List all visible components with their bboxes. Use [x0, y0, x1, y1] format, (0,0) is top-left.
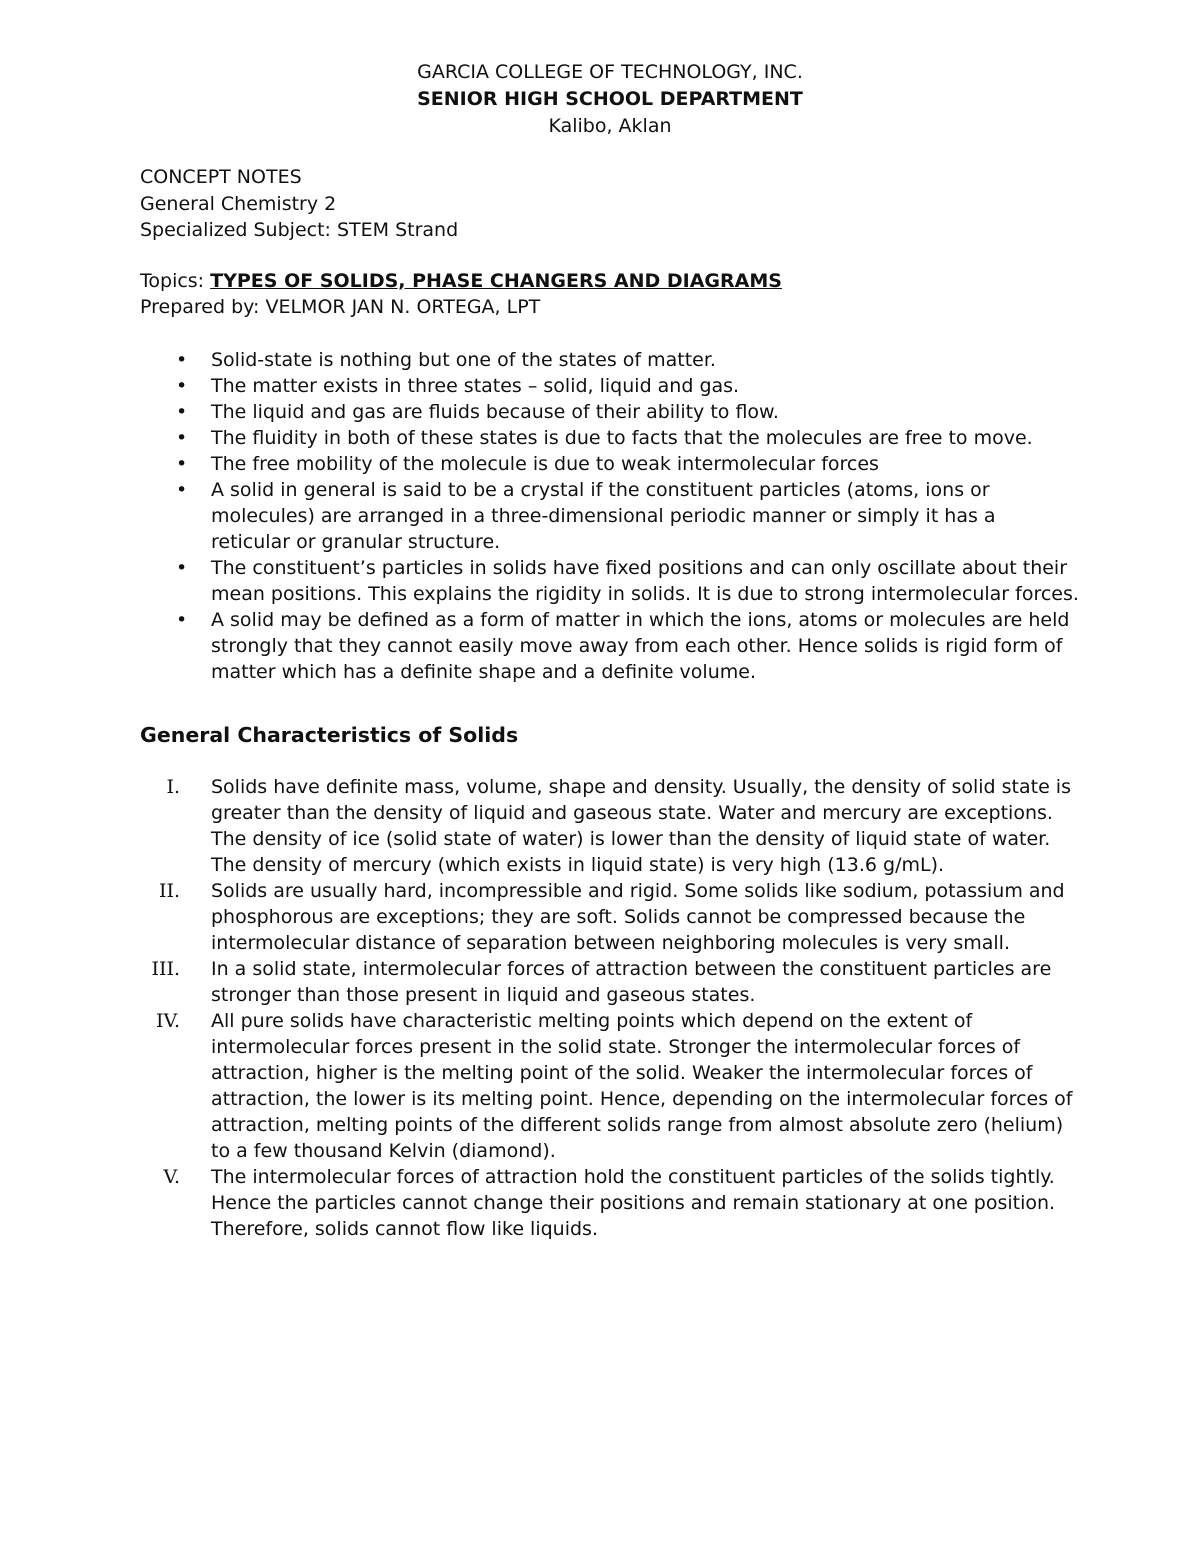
topics-title: TYPES OF SOLIDS, PHASE CHANGERS AND DIAGRAMS — [210, 269, 782, 292]
item-text: Solids are usually hard, incompressible and rigid. Some solids like sodium, potassium and phosphorous are exceptions; they are soft. Solids cannot be compressed because the intermolecular distance of separation between neighboring molecules is very small. — [211, 879, 1065, 954]
bullet-list — [140, 347, 1080, 685]
list-item — [140, 373, 1080, 399]
item-text: Solids have definite mass, volume, shape and density. Usually, the density of solid state is greater than the density of liquid and gaseous state. Water and mercury are exceptions. The density of ice (solid state of water) is lower than the density of liquid state of water. The density of mercury (which exists in liquid state) is very high (13.6 g/mL). — [211, 775, 1071, 876]
roman-numeral: III. — [151, 957, 180, 980]
list-item — [140, 477, 1080, 555]
bullet-icon: • — [176, 426, 188, 449]
prepared-by: Prepared by: VELMOR JAN N. ORTEGA, LPT — [140, 296, 541, 318]
bullet-icon: • — [176, 556, 188, 579]
doc-type: CONCEPT NOTES — [140, 166, 302, 188]
topics-block — [140, 268, 1080, 321]
bullet-icon: • — [176, 608, 188, 631]
roman-numeral: II. — [158, 879, 180, 902]
bullet-text: The liquid and gas are fluids because of their ability to flow. — [211, 400, 779, 423]
characteristics-list — [140, 774, 1080, 1242]
bullet-icon: • — [176, 400, 188, 423]
document-header — [140, 59, 1080, 140]
bullet-icon: • — [176, 348, 188, 371]
roman-numeral: I. — [166, 775, 180, 798]
list-item — [140, 878, 1080, 956]
item-text: All pure solids have characteristic melting points which depend on the extent of intermolecular forces present in the solid state. Stronger the intermolecular forces of attraction, higher is the melting point of the solid. Weaker the intermolecular forces of attraction, the lower is its melting point. Hence, depending on the intermolecular forces of attraction, melting points of the different solids range from almost absolute zero (helium) to a few thousand Kelvin (diamond). — [211, 1009, 1073, 1162]
topics-line — [140, 268, 1080, 295]
bullet-text: A solid in general is said to be a crystal if the constituent particles (atoms, ions or molecules) are arranged in a three-dimensional periodic manner or simply it has a reticular or granular structure. — [211, 478, 996, 553]
college-name: GARCIA COLLEGE OF TECHNOLOGY, INC. — [417, 61, 803, 83]
bullet-text: Solid-state is nothing but one of the states of matter. — [211, 348, 716, 371]
roman-numeral: V. — [163, 1165, 180, 1188]
topics-label: Topics: — [140, 269, 211, 292]
list-item — [140, 607, 1080, 685]
bullet-text: The constituent’s particles in solids have fixed positions and can only oscillate about their mean positions. This explains the rigidity in solids. It is due to strong intermolecular forces. — [211, 556, 1079, 605]
list-item — [140, 425, 1080, 451]
bullet-icon: • — [176, 374, 188, 397]
list-item — [140, 399, 1080, 425]
section-heading: General Characteristics of Solids — [140, 722, 519, 747]
bullet-icon: • — [176, 452, 188, 475]
item-text: In a solid state, intermolecular forces of attraction between the constituent particles are stronger than those present in liquid and gaseous states. — [211, 957, 1052, 1006]
list-item — [140, 451, 1080, 477]
bullet-text: The free mobility of the molecule is due to weak intermolecular forces — [211, 452, 879, 475]
list-item — [140, 1008, 1080, 1164]
bullet-icon: • — [176, 478, 188, 501]
location: Kalibo, Aklan — [548, 115, 672, 137]
department-name: SENIOR HIGH SCHOOL DEPARTMENT — [417, 88, 803, 110]
list-item — [140, 555, 1080, 607]
roman-numeral: IV. — [156, 1009, 180, 1032]
list-item — [140, 347, 1080, 373]
list-item — [140, 956, 1080, 1008]
document-meta — [140, 164, 1080, 244]
subject: General Chemistry 2 — [140, 192, 337, 215]
bullet-text: A solid may be defined as a form of matter in which the ions, atoms or molecules are held strongly that they cannot easily move away from each other. Hence solids is rigid form of matter which has a definite shape and a definite volume. — [211, 608, 1070, 683]
item-text: The intermolecular forces of attraction hold the constituent particles of the solids tightly. Hence the particles cannot change their positions and remain stationary at one position. Therefore, solids cannot flow like liquids. — [211, 1165, 1056, 1240]
list-item — [140, 774, 1080, 878]
bullet-text: The fluidity in both of these states is due to facts that the molecules are free to move. — [211, 426, 1033, 449]
list-item — [140, 1164, 1080, 1242]
bullet-text: The matter exists in three states – solid, liquid and gas. — [211, 374, 740, 397]
specialized-subject: Specialized Subject: STEM Strand — [140, 219, 459, 241]
